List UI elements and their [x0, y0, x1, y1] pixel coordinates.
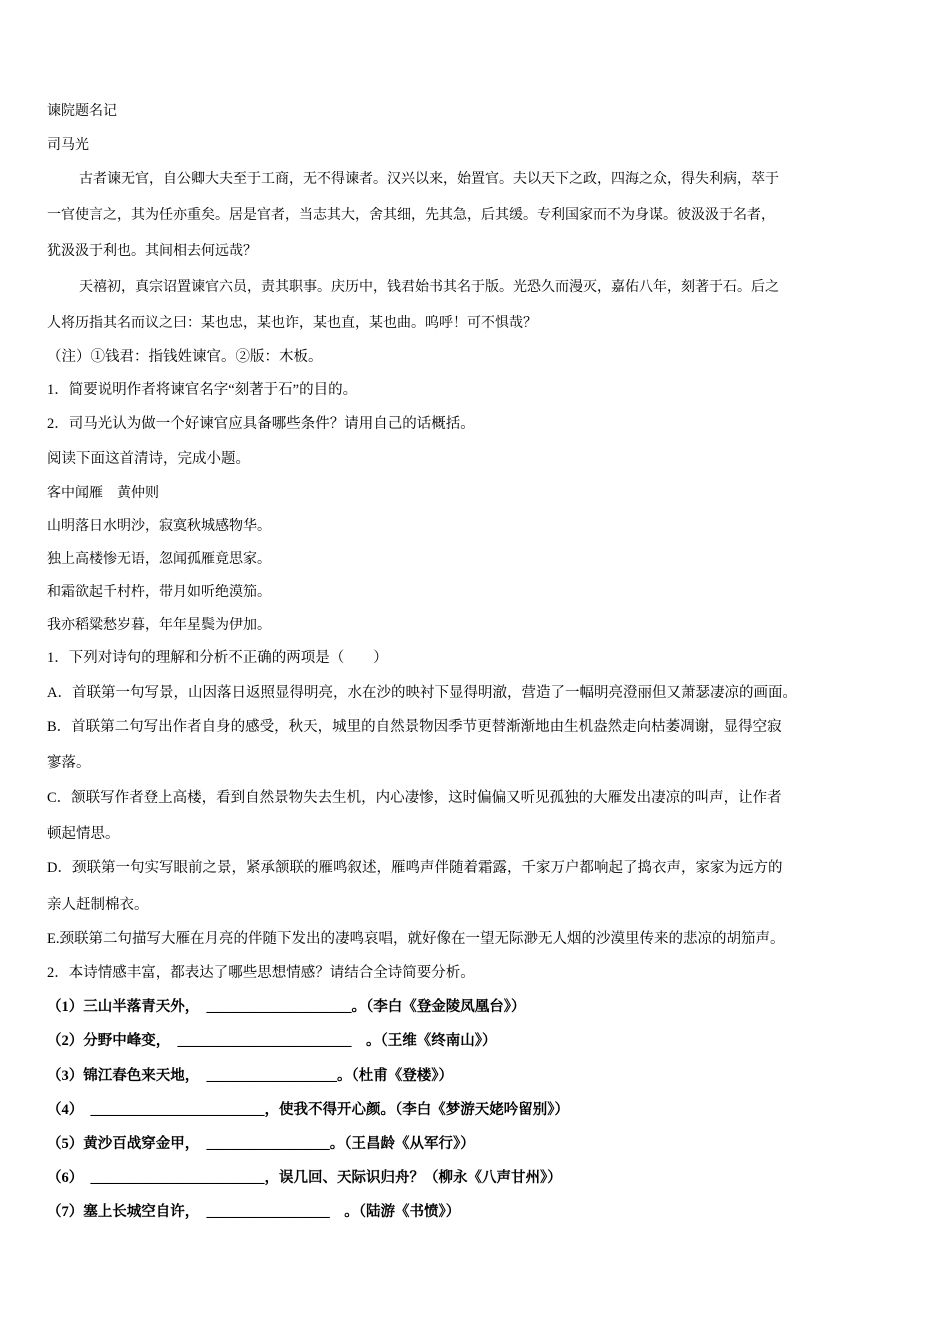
option-b-line-1: B．首联第二句写出作者自身的感受，秋天，城里的自然景物因季节更替渐渐地由生机盎然走向枯萎凋谢，显得空寂 [47, 719, 782, 735]
poem-line-2: 独上高楼惨无语，忽闻孤雁竟思家。 [47, 551, 271, 567]
fill-blank-1: （1）三山半落青天外， ____________________。（李白《登金陵凤凰台》） [47, 999, 526, 1015]
poem-line-3: 和霜欲起千村杵，带月如听绝漠笳。 [47, 584, 271, 600]
fill-blank-5: （5）黄沙百战穿金甲， _________________。（王昌龄《从军行》） [47, 1136, 475, 1152]
poem-line-4: 我亦稻粱愁岁暮，年年星鬓为伊加。 [47, 617, 271, 633]
paragraph-1-line-3: 犹汲汲于利也。其间相去何远哉？ [47, 243, 257, 259]
poem-title-author: 客中闻雁 黄仲则 [47, 485, 159, 501]
option-a: A．首联第一句写景，山因落日返照显得明亮，水在沙的映衬下显得明澈，营造了一幅明亮澄丽但又萧瑟凄凉的画面。 [47, 685, 797, 701]
option-d-line-2: 亲人赶制棉衣。 [47, 897, 149, 913]
fill-blank-2: （2）分野中峰变， ________________________ 。（王维《终南山》） [47, 1033, 497, 1049]
option-c-line-1: C．颔联写作者登上高楼，看到自然景物失去生机，内心凄惨，这时偏偏又听见孤独的大雁发出凄凉的叫声，让作者 [47, 790, 782, 806]
paragraph-1-line-2: 一官使言之，其为任亦重矣。居是官者，当志其大，舍其细，先其急，后其缓。专利国家而不为身谋。彼汲汲于名者， [47, 207, 775, 223]
paragraph-2-line-2: 人将历指其名而议之曰：某也忠，某也诈，某也直，某也曲。呜呼！可不惧哉？ [47, 315, 537, 331]
passage-author: 司马光 [47, 137, 89, 153]
paragraph-1-line-1: 古者谏无官，自公卿大夫至于工商，无不得谏者。汉兴以来，始置官。夫以天下之政，四海之众，得失利病，萃于 [79, 171, 779, 187]
fill-blank-3: （3）锦江春色来天地， __________________。（杜甫《登楼》） [47, 1068, 453, 1084]
fill-blank-7: （7）塞上长城空自许， _________________ 。（陆游《书愤》） [47, 1204, 461, 1220]
option-d-line-1: D．颈联第一句实写眼前之景，紧承颔联的雁鸣叙述，雁鸣声伴随着霜露，千家万户都响起了捣衣声，家家为远方的 [47, 860, 783, 876]
fill-blank-6: （6） ________________________，误几回、天际识归舟？（柳永《八声甘州》） [47, 1170, 562, 1186]
fill-blank-4: （4） ________________________，使我不得开心颜。（李白《梦游天姥吟留别》） [47, 1102, 569, 1118]
poem-intro: 阅读下面这首清诗，完成小题。 [47, 451, 250, 467]
option-e: E.颈联第二句描写大雁在月亮的伴随下发出的凄鸣哀唱，就好像在一望无际渺无人烟的沙漠里传来的悲凉的胡笳声。 [47, 931, 785, 947]
option-c-line-2: 顿起情思。 [47, 826, 120, 842]
option-b-line-2: 寥落。 [47, 755, 91, 771]
question-1-1: 1．简要说明作者将谏官名字“刻著于石”的目的。 [47, 382, 358, 398]
question-2-2: 2．本诗情感丰富，都表达了哪些思想情感？请结合全诗简要分析。 [47, 965, 475, 981]
paragraph-2-line-1: 天禧初，真宗诏置谏官六员，责其职事。庆历中，钱君始书其名于版。光恐久而漫灭，嘉佑八年，刻著于石。后之 [79, 279, 779, 295]
passage-title: 谏院题名记 [47, 103, 117, 119]
poem-line-1: 山明落日水明沙，寂寞秋城感物华。 [47, 518, 271, 534]
annotation-note: （注）①钱君：指钱姓谏官。②版：木板。 [47, 349, 323, 365]
question-1-2: 2．司马光认为做一个好谏官应具备哪些条件？请用自己的话概括。 [47, 416, 475, 432]
question-2-1: 1．下列对诗句的理解和分析不正确的两项是（ ） [47, 650, 388, 666]
